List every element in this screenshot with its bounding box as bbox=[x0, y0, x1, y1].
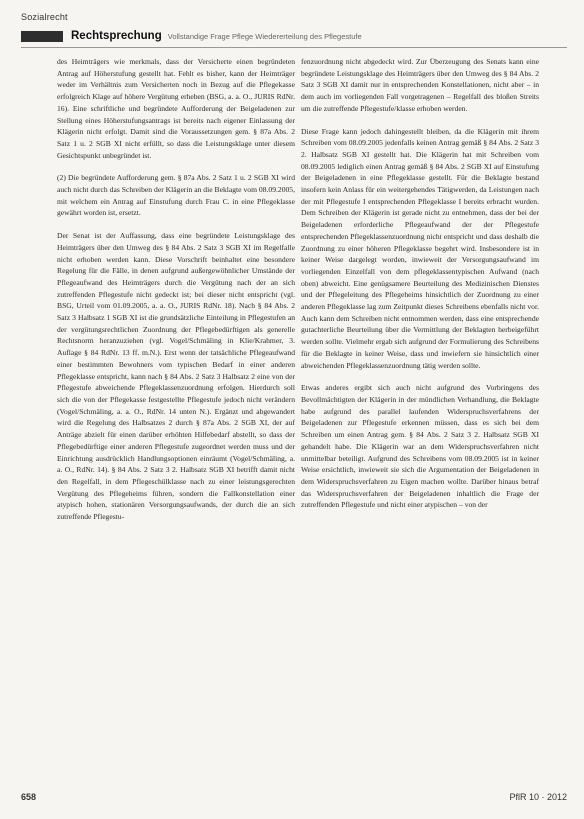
paragraph: Etwas anderes ergibt sich auch nicht aufgrund des Vorbringens des Bevollmächtigten der Klägerin in der mündlichen Verhandlung, die Beklagte habe aufgrund des parallel laufenden Widerspruchsverfahrens der Beigeladenen zur Pflegestufe erkennen müssen, dass es sich bei dem Schreiben um einen Antrag gem. § 84 Abs. 2 Satz 3 2. Halbsatz SGB XI gehandelt habe. Die Klägerin war an dem Widerspruchsverfahren nicht unmittelbar beteiligt. Aufgrund des Schreibens vom 08.09.2005 ist in keiner Weise ersichtlich, inwieweit sie sich die Argumentation der Beigeladenen in dem Widerspruchsverfahren zu Eigen machen wollte. Darüber hinaus betraf das Widerspruchsverfahren der Beigeladenen inhaltlich die Frage der zutreffenden Pflegestufe und nicht einer atypischen – von der bbox=[301, 383, 539, 510]
running-header bbox=[21, 29, 567, 43]
paragraph: des Heimträgers wie merkmals, dass der Versicherte einen begründeten Antrag auf Höherstufung gestellt hat. Fehlt es bisher, kann der Heimträger weder im Verhältnis zum Versicherten noch in Bezug auf die Pflegekasse erfolgreich Klage auf höhere Vergütung erheben (BSG, a. a. O., JURIS RdNr. 16). Eine schriftliche und begründete Aufforderung der Beigeladenen zur Stellung eines Höherstufungsantrags ist bereits nach eigener Einlassung der Klägerin nicht erfolgt. Damit sind die Voraussetzungen gem. § 87a Abs. 2 Satz 1 u. 2 SGB XI nicht erfüllt, so dass die Leistungsklage unter diesem Gesichtspunkt unbegründet ist. bbox=[57, 57, 295, 160]
paragraph: fenzuordnung nicht abgedeckt wird. Zur Überzeugung des Senats kann eine begründete Leistungsklage des Heimträgers über den Umweg des § 84 Abs. 2 Satz 3 SGB XI damit nur in entsprechenden Konstellationen, nicht aber – in dem auch im vorliegenden Fall vorgetragenen – Regelfall des bloßen Streits um die zutreffende Pflegestufe/klasse erhoben werden. bbox=[301, 57, 539, 113]
header-subtitle: Vollstandige Frage Pflege Wiedererteilung des Pflegestufe bbox=[167, 31, 362, 41]
header-title: Rechtsprechung bbox=[71, 30, 162, 42]
paragraph: Diese Frage kann jedoch dahingestellt bleiben, da die Klägerin mit ihrem Schreiben vom 08.09.2005 jedenfalls keinen Antrag gemäß § 84 Abs. 2 Satz 3 2. Halbsatz SGB XI gestellt hat. Die Klägerin hat mit Schreiben vom 08.09.2005 lediglich einen Antrag gemäß § 84 Abs. 2 SGB XI auf Einstufung der Beigeladenen in eine Pflegeklasse gestellt. Für die Beklagte bestand insofern kein Anlass für ein weitergehendes Tätigwerden, da Leistungen nach der mit Pflegestufe I entsprechenden Pflegeklasse I bereits erbracht wurden. Dem Schreiben der Klägerin ist gerade nicht zu entnehmen, dass der bei der Beigeladenen erforderliche Pflegeaufwand der der Pflegestufe entsprechenden Pflegeklassenzuordnung nicht entspricht und dass deshalb die Zuordnung zu einer höheren Pflegeklasse begehrt wird. Insbesondere ist in keiner Weise dargelegt worden, inwieweit der Versorgungsaufwand im vorliegenden Einzelfall von dem pflegeklassentypischen Aufwand (nach oben) abweicht. Eine genügsamere Beurteilung des Medizinischen Dienstes und der Pflegeleitung des Pflegeheims hinsichtlich der Zuordnung zu einer anderen Pflegeklasse lag zum Zeitpunkt dieses Schreibens ebenfalls nicht vor. Auch kann dem Schreiben nicht entnommen werden, dass eine entsprechende gutachterliche Beurteilung über die Vermittlung der Beklagten herbeigeführt werden sollte. Vielmehr ergab sich aufgrund der Formulierung des Schreibens für die Beklagte in keiner Weise, dass und inwiefern sie hinsichtlich einer abweichenden Pflegeklassenzuordnung tätig werden sollte. bbox=[301, 126, 539, 370]
header-block-decoration bbox=[21, 31, 63, 42]
paragraph: (2) Die begründete Aufforderung gem. § 87a Abs. 2 Satz 1 u. 2 SGB XI wird auch nicht durch das Schreiben der Klägerin an die Beklagte vom 08.09.2005, mit welchem ein Antrag auf Einstufung durch Frau C. in eine Pflegeklasse gewährt worden ist, ersetzt. bbox=[57, 173, 295, 218]
left-column bbox=[57, 56, 295, 776]
section-label: Sozialrecht bbox=[21, 12, 68, 22]
journal-reference: PflR 10 · 2012 bbox=[509, 792, 567, 802]
paragraph: Der Senat ist der Auffassung, dass eine begründete Leistungsklage des Heimträgers über den Umweg des § 84 Abs. 2 Satz 3 SGB XI im Regelfalle nicht erhoben werden kann. Diese Vorschrift beinhaltet eine besondere Regelung für die Fälle, in denen aufgrund außergewöhnlicher Umstände der Pflegeaufwand des Heimträgers durch die Vergütung nach der an sich zutreffenden Pflegestufe nicht gedeckt ist; bei dieser nicht entspricht (vgl. BSG, Urteil vom 01.09.2005, a. a. O., JURIS RdNr. 18). Nach § 84 Abs. 2 Satz 3 Halbsatz 1 SGB XI ist die grundsätzliche Einteilung in Pflegestufen an der vergütungsrechtlichen Zuordnung der Pflegebedürftigen als generelle Rechtsnorm heranzuziehen (vgl. Vogel/Schmäling in Klie/Krahmer, 3. Auflage § 84 RdNr. 13 ff. m.N.). Erst wenn der tatsächliche Pflegeaufwand einer bestimmten Bewohners vom typischen Bedarf in einer anderen Pflegeklasse entspricht, kann nach § 84 Abs. 2 Satz 3 Halbsatz 2 eine von der Pflegestufe abweichende Pflegeklassenzuordnung erfolgen. Hierdurch soll sich die von der Pflegekasse festgestellte Pflegestufe jedoch nicht verändern (Vogel/Schmäling, a. a. O., RdNr. 14 unten N.). Ergänzt und abgewandert wird die Regelung des Halbsatzes 2 durch § 87a Abs. 2 SGB XI, der auf Anträge abzielt für einen darüber erhöhten Hilfebedarf abstellt, so dass der Pflegebedürftige einer anderen Pflegestufe zugeordnet werden muss und der Einrichtung ausdrücklich Handlungsoptionen einräumt (Vogel/Schmäling, a. a. O., RdNr. 14). § 84 Abs. 2 Satz 3 2. Halbsatz SGB XI betrifft damit nicht den Regelfall, in dem Pflegeschülklasse nach zu einer leistungsgerechten Vergütung des Pflegeheims führen, sondern die Fallkonstellation einer atypisch hohen, stationären Versorgungsaufwands, der durch die an sich zutreffende Pflegestu- bbox=[57, 231, 295, 522]
header-rule bbox=[21, 47, 567, 48]
right-column bbox=[301, 56, 539, 776]
page-number: 658 bbox=[21, 792, 37, 802]
